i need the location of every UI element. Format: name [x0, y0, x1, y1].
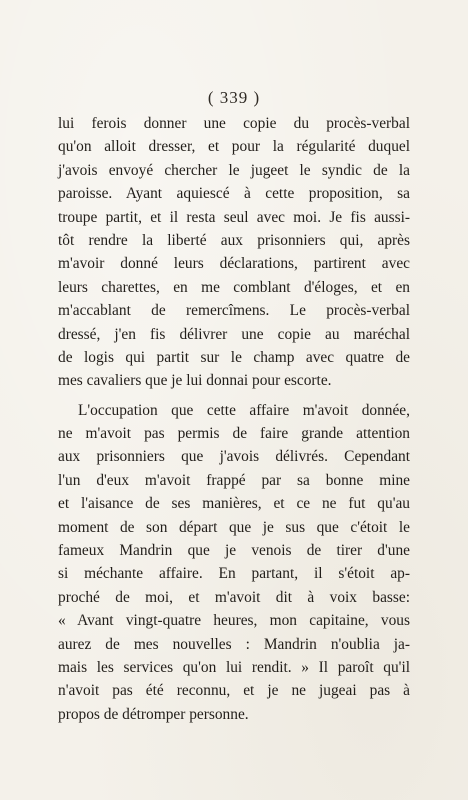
body-text: [58, 112, 410, 726]
text-line: m'avoir donné leurs déclarations, partirent avec: [58, 255, 410, 273]
text-line: m'accablant de remercîmens. Le procès-verbal: [58, 302, 410, 320]
text-line: mes cavaliers que je lui donnai pour escorte.: [58, 372, 332, 390]
paragraph-2: [58, 399, 410, 726]
text-line: propos de détromper personne.: [58, 705, 249, 723]
text-line: si méchante affaire. En partant, il s'étoit ap-: [58, 565, 410, 583]
paragraph-1: [58, 112, 410, 393]
text-line: qu'on alloit dresser, et pour la régularité duquel: [58, 138, 410, 156]
text-line: de logis qui partit sur le champ avec quatre de: [58, 348, 410, 366]
text-line: et l'aisance de ses manières, et ce ne fut qu'au: [58, 495, 410, 513]
text-line: troupe partit, et il resta seul avec moi. Je fis aussi-: [58, 208, 410, 226]
text-line: paroisse. Ayant aquiescé à cette proposition, sa: [58, 185, 410, 203]
text-line: L'occupation que cette affaire m'avoit donnée,: [78, 401, 410, 419]
page-number: ( 339 ): [207, 88, 261, 107]
text-line: lui ferois donner une copie du procès-verbal: [58, 115, 410, 132]
text-line: tôt rendre la liberté aux prisonniers qui, après: [58, 231, 410, 249]
text-line: moment de son départ que je sus que c'étoit le: [58, 518, 410, 536]
text-line: « Avant vingt-quatre heures, mon capitaine, vous: [58, 612, 410, 630]
text-line: dressé, j'en fis délivrer une copie au maréchal: [58, 325, 410, 343]
text-line: j'avois envoyé chercher le jugeet le syndic de la: [58, 161, 410, 179]
text-line: leurs charettes, en me comblant d'éloges, et en: [58, 278, 410, 296]
text-line: aux prisonniers que j'avois délivrés. Cependant: [58, 448, 410, 466]
text-line: fameux Mandrin que je venois de tirer d'une: [58, 542, 410, 560]
text-line: n'avoit pas été reconnu, et je ne jugeai pas à: [58, 682, 410, 700]
text-line: ne m'avoit pas permis de faire grande attention: [58, 425, 410, 443]
text-line: aurez de mes nouvelles : Mandrin n'oublia ja-: [58, 635, 410, 653]
text-line: l'un d'eux m'avoit frappé par sa bonne mine: [58, 471, 410, 489]
text-line: mais les services qu'on lui rendit. » Il paroît qu'il: [58, 658, 410, 676]
text-line: proché de moi, et m'avoit dit à voix basse:: [58, 588, 410, 606]
